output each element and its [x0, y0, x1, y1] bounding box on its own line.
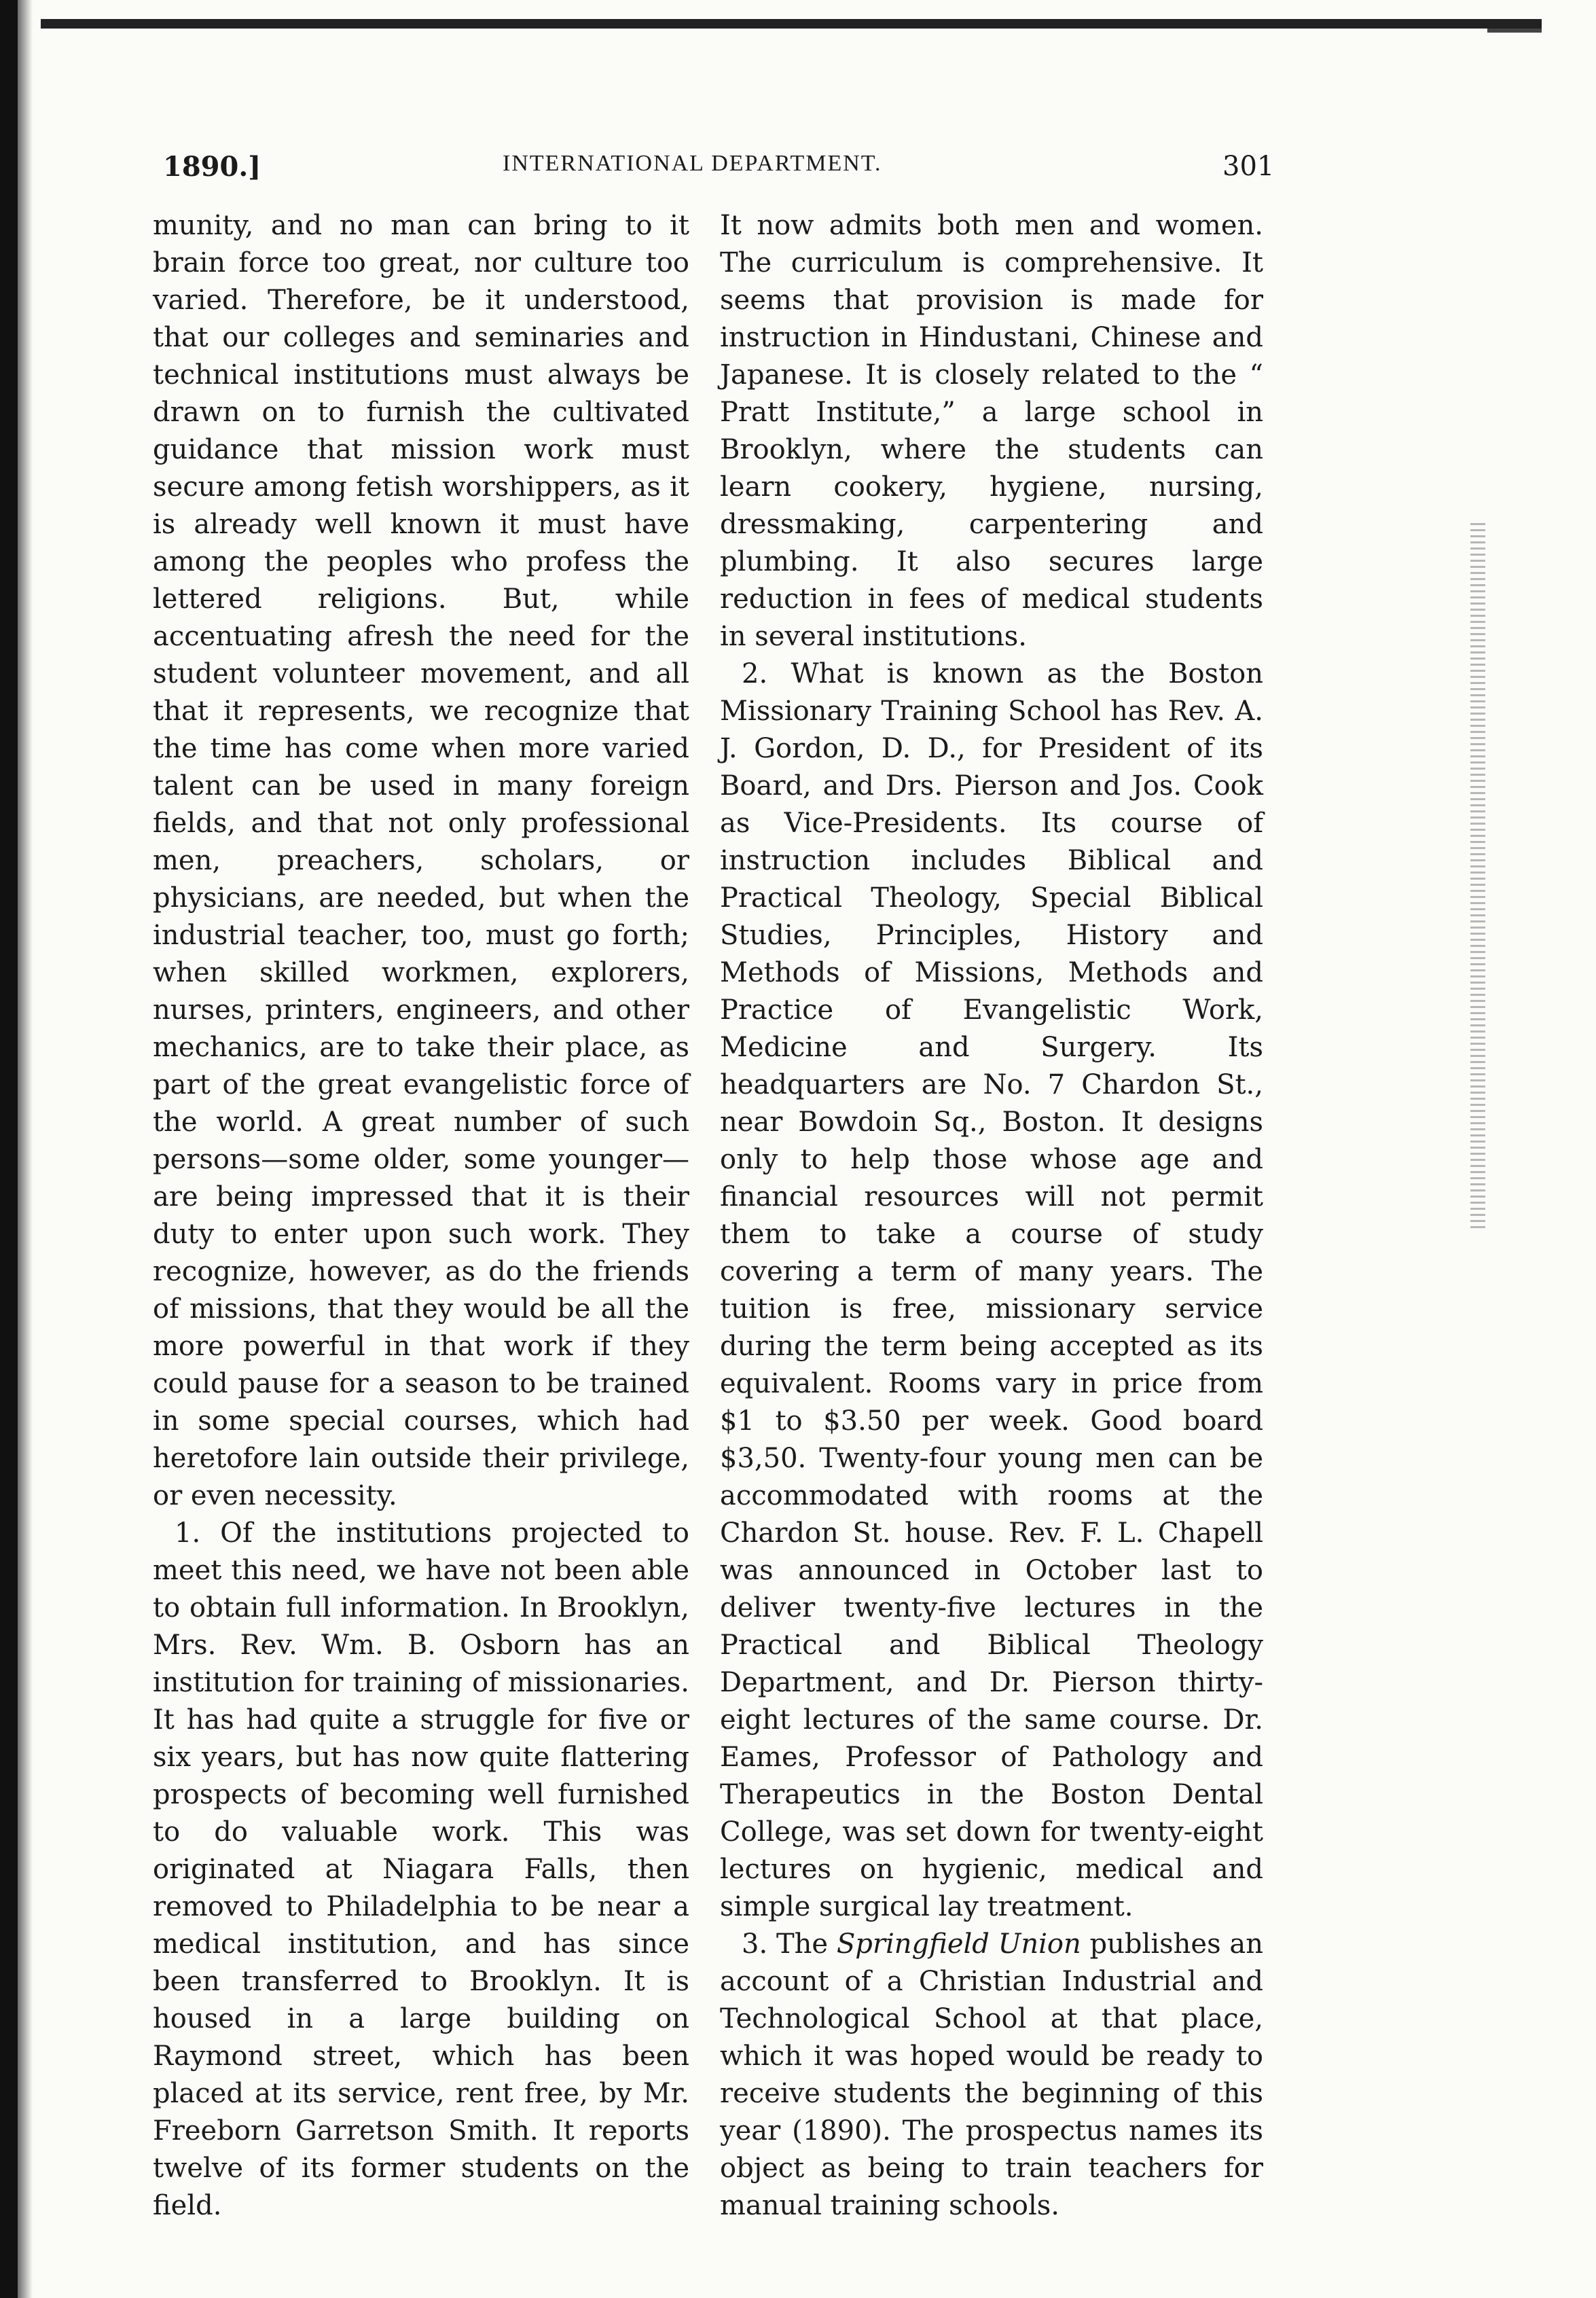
show-through-marks [1470, 523, 1485, 1229]
paragraph: munity, and no man can bring to it brain force too great, nor culture too varied. Therefore, be it understood, that our colleges and seminaries and technical institutions must always be drawn on to furnish the cultivated guidance that mission work must secure among fetish worshippers, as it is already well known it must have among the peoples who profess the lettered religions. But, while accentuating afresh the need for the student volunteer movement, and all that it represents, we recognize that the time has come when more varied talent can be used in many foreign fields, and that not only professional men, preachers, scholars, or physicians, are needed, but when the industrial teacher, too, must go forth; when skilled workmen, explorers, nurses, printers, engineers, and other mechanics, are to take their place, as part of the great evangelistic force of the world. A great number of such persons—some older, some younger—are being impressed that it is their duty to enter upon such work. They recognize, however, as do the friends of missions, that they would be all the more powerful in that work if they could pause for a season to be trained in some special courses, which had heretofore lain outside their privilege, or even necessity. [153, 210, 689, 1511]
page-number: 301 [1222, 151, 1275, 182]
running-header [163, 151, 1275, 198]
left-column [153, 207, 689, 2221]
header-title: INTERNATIONAL DEPARTMENT. [503, 151, 882, 176]
top-rule-corner [1487, 29, 1542, 33]
text-run: 3. The [742, 1928, 837, 1960]
paragraph: 2. What is known as the Boston Missionary Training School has Rev. A. J. Gordon, D. D., for President of its Board, and Drs. Pierson and Jos. Cook as Vice-Presidents. Its course of instruction includes Biblical and Practical Theology, Special Biblical Studies, Principles, History and Methods of Missions, Methods and Practice of Evangelistic Work, Medicine and Surgery. Its headquarters are No. 7 Chardon St., near Bowdoin Sq., Boston. It designs only to help those whose age and financial resources will not permit them to take a course of study covering a term of many years. The tuition is free, missionary service during the term being accepted as its equivalent. Rooms vary in price from $1 to $3.50 per week. Good board $3,50. Twenty-four young men can be accommodated with rooms at the Chardon St. house. Rev. F. L. Chapell was announced in October last to deliver twenty-five lectures in the Practical and Biblical Theology Department, and Dr. Pierson thirty-eight lectures of the same course. Dr. Eames, Professor of Pathology and Therapeutics in the Boston Dental College, was set down for twenty-eight lectures on hygienic, medical and simple surgical lay treatment. [720, 658, 1263, 1922]
binding-shadow [18, 0, 33, 2298]
paragraph: It now admits both men and women. The curriculum is comprehensive. It seems that provision is made for instruction in Hindustani, Chinese and Japanese. It is closely related to the “ Pratt Institute,” a large school in Brooklyn, where the students can learn cookery, hygiene, nursing, dressmaking, carpentering and plumbing. It also secures large reduction in fees of medical students in several institutions. [720, 210, 1263, 652]
right-column [720, 207, 1263, 2221]
text-run: publishes an account of a Christian Industrial and Technological School at that place, which it was hoped would be ready to receive students the beginning of this year (1890). The prospectus names its object as being to train teachers for manual training schools. [720, 1928, 1263, 2221]
newspaper-title: Springfield Union [836, 1928, 1081, 1960]
paragraph [720, 1926, 1263, 2225]
header-year: 1890.] [163, 151, 261, 183]
top-rule [41, 19, 1542, 29]
paragraph: 1. Of the institutions projected to meet this need, we have not been able to obtain full information. In Brooklyn, Mrs. Rev. Wm. B. Osborn has an institution for training of missionaries. It has had quite a struggle for five or six years, but has now quite flattering prospects of becoming well furnished to do valuable work. This was originated at Niagara Falls, then removed to Philadelphia to be near a medical institution, and has since been transferred to Brooklyn. It is housed in a large building on Raymond street, which has been placed at its service, rent free, by Mr. Freeborn Garretson Smith. It reports twelve of its former students on the field. [153, 1518, 689, 2221]
binding-edge [0, 0, 18, 2298]
